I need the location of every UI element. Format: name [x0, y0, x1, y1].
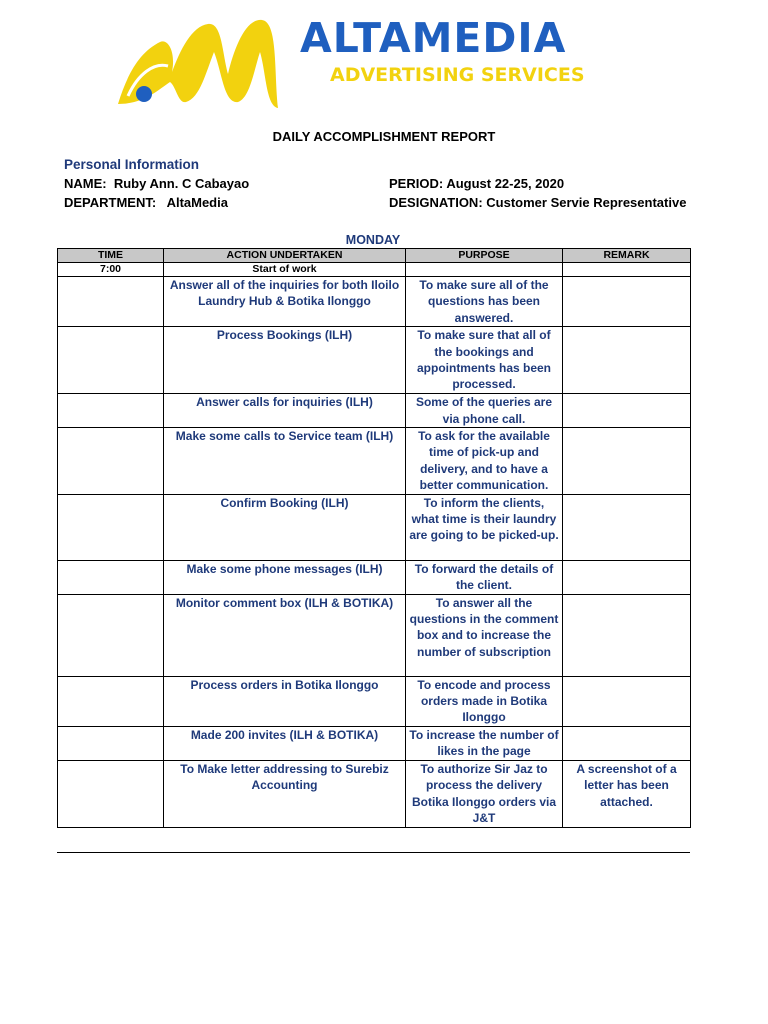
cell-purpose: To authorize Sir Jaz to process the delivery Botika Ilonggo orders via J&T [406, 760, 563, 827]
footer-divider [57, 852, 690, 853]
cell-remark [563, 327, 691, 394]
cell-remark [563, 494, 691, 560]
department-field [64, 195, 228, 210]
name-field [64, 176, 249, 191]
cell-purpose: To inform the clients, what time is their laundry are going to be picked-up. [406, 494, 563, 560]
cell-purpose: To encode and process orders made in Botika Ilonggo [406, 676, 563, 726]
cell-action: Start of work [164, 263, 406, 277]
cell-purpose: To answer all the questions in the comment box and to increase the number of subscription [406, 594, 563, 676]
cell-action: Confirm Booking (ILH) [164, 494, 406, 560]
cell-time [58, 594, 164, 676]
cell-time [58, 760, 164, 827]
table-row [58, 594, 691, 676]
cell-action: Made 200 invites (ILH & BOTIKA) [164, 726, 406, 760]
brand-tagline: ADVERTISING SERVICES [330, 64, 585, 86]
cell-remark [563, 428, 691, 495]
designation-value: Customer Servie Representative [486, 195, 687, 210]
cell-time [58, 676, 164, 726]
table-row [58, 676, 691, 726]
cell-purpose: To increase the number of likes in the page [406, 726, 563, 760]
designation-field [389, 195, 686, 210]
cell-time [58, 560, 164, 594]
cell-remark [563, 277, 691, 327]
table-row [58, 494, 691, 560]
table-row-start [58, 263, 691, 277]
brand-name: ALTAMEDIA [300, 14, 567, 62]
cell-action: Answer all of the inquiries for both Iloilo Laundry Hub & Botika Ilonggo [164, 277, 406, 327]
name-value: Ruby Ann. C Cabayao [113, 176, 250, 191]
cell-purpose: To ask for the available time of pick-up and delivery, and to have a better communication. [406, 428, 563, 495]
designation-label: DESIGNATION: [389, 195, 483, 210]
header-remark: REMARK [563, 249, 691, 263]
department-label: DEPARTMENT: [64, 195, 157, 210]
cell-remark: A screenshot of a letter has been attached. [563, 760, 691, 827]
cell-remark [563, 394, 691, 428]
cell-purpose: To make sure all of the questions has been answered. [406, 277, 563, 327]
cell-remark [563, 594, 691, 676]
report-title: DAILY ACCOMPLISHMENT REPORT [272, 129, 496, 144]
table-row [58, 428, 691, 495]
table-row [58, 327, 691, 394]
altamedia-logo-icon [110, 12, 285, 112]
table-row [58, 277, 691, 327]
cell-purpose: To make sure that all of the bookings and appointments has been processed. [406, 327, 563, 394]
department-value: AltaMedia [166, 195, 228, 210]
table-row [58, 560, 691, 594]
cell-time [58, 494, 164, 560]
cell-action: Answer calls for inquiries (ILH) [164, 394, 406, 428]
cell-action: Monitor comment box (ILH & BOTIKA) [164, 594, 406, 676]
header-action: ACTION UNDERTAKEN [164, 249, 406, 263]
cell-purpose [406, 263, 563, 277]
table-row [58, 726, 691, 760]
cell-time: 7:00 [58, 263, 164, 277]
cell-action: Make some calls to Service team (ILH) [164, 428, 406, 495]
cell-remark [563, 560, 691, 594]
table-row [58, 394, 691, 428]
table-header-row [58, 249, 691, 263]
header-purpose: PURPOSE [406, 249, 563, 263]
accomplishment-table [57, 248, 691, 828]
personal-info-heading: Personal Information [64, 157, 200, 172]
cell-time [58, 428, 164, 495]
cell-time [58, 394, 164, 428]
name-label: NAME: [64, 176, 107, 191]
header-time: TIME [58, 249, 164, 263]
cell-time [58, 726, 164, 760]
cell-action: Make some phone messages (ILH) [164, 560, 406, 594]
period-value: August 22-25, 2020 [446, 176, 565, 191]
cell-remark [563, 676, 691, 726]
cell-purpose: To forward the details of the client. [406, 560, 563, 594]
cell-time [58, 327, 164, 394]
cell-time [58, 277, 164, 327]
period-field [389, 176, 564, 191]
cell-action: To Make letter addressing to Surebiz Accounting [164, 760, 406, 827]
day-heading: MONDAY [345, 233, 401, 247]
table-row [58, 760, 691, 827]
period-label: PERIOD: [389, 176, 444, 191]
cell-action: Process Bookings (ILH) [164, 327, 406, 394]
cell-action: Process orders in Botika Ilonggo [164, 676, 406, 726]
cell-remark [563, 263, 691, 277]
cell-purpose: Some of the queries are via phone call. [406, 394, 563, 428]
cell-remark [563, 726, 691, 760]
